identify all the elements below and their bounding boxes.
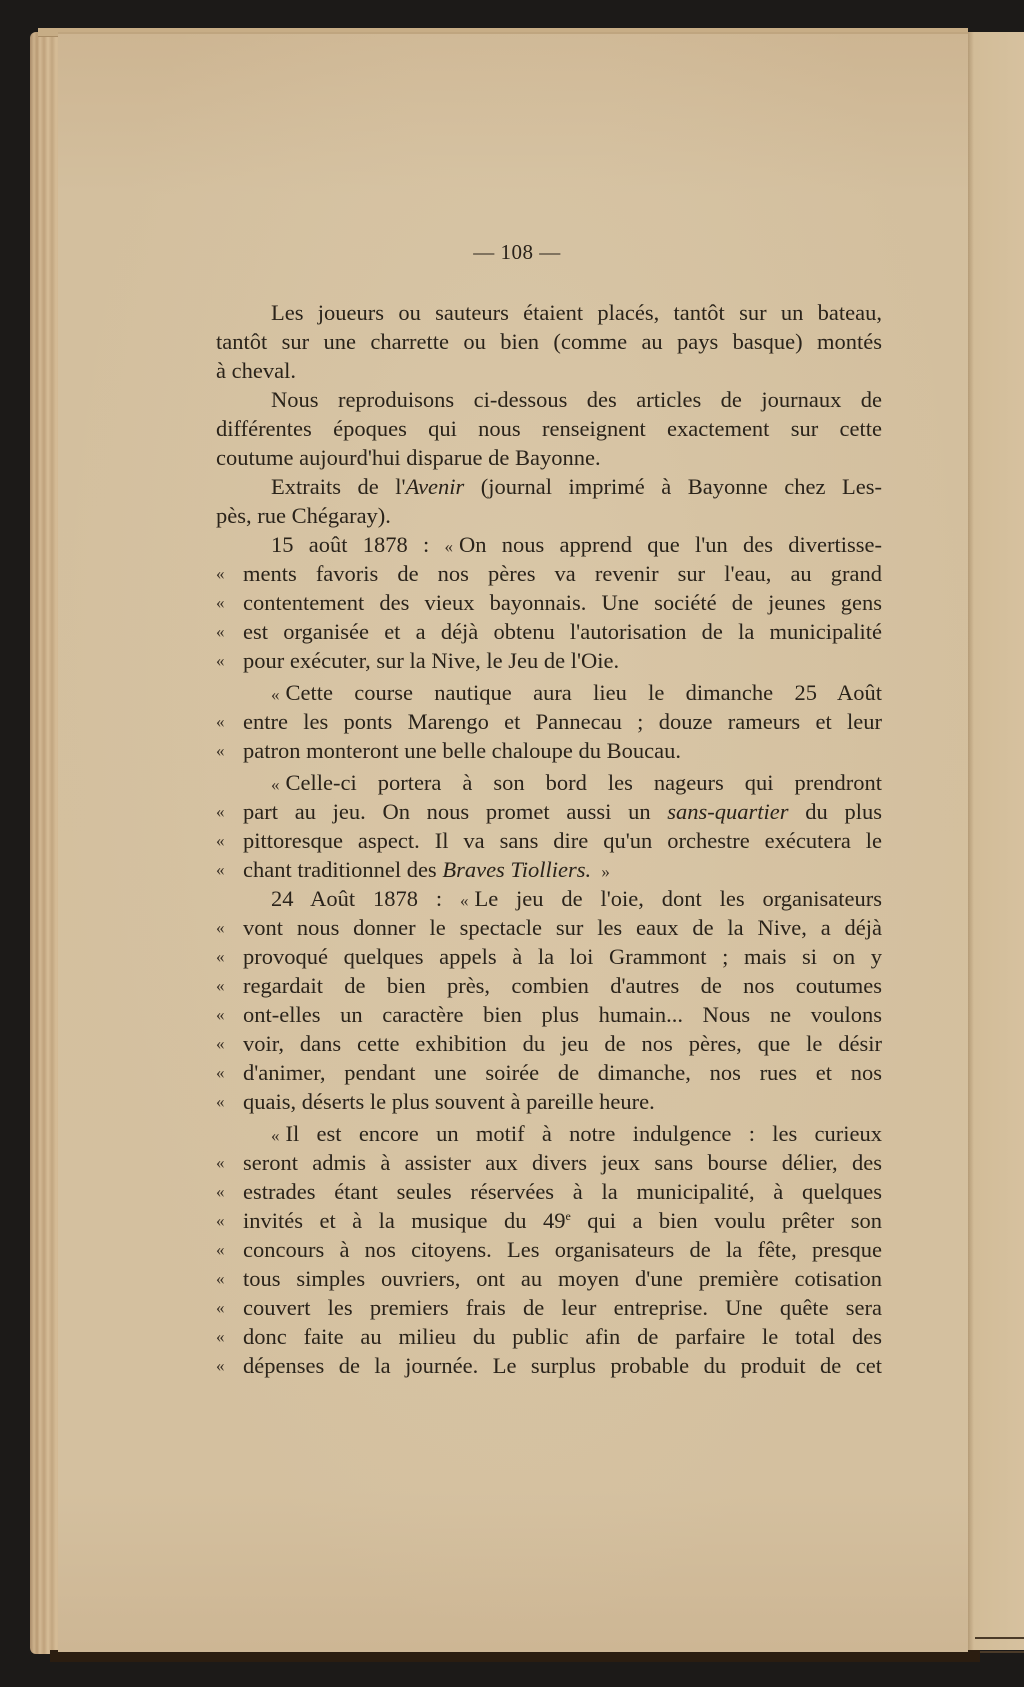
text-line bbox=[216, 1058, 882, 1087]
text-line bbox=[216, 617, 882, 646]
quote-mark: « bbox=[216, 712, 225, 731]
paragraph-4 bbox=[216, 530, 882, 675]
text-span: (journal imprimé à Bayonne chez Les- bbox=[464, 474, 882, 499]
paragraph-7 bbox=[216, 884, 882, 1116]
quote-mark: « bbox=[216, 1182, 225, 1201]
newspaper-title: Avenir bbox=[405, 474, 465, 499]
text-line bbox=[216, 1206, 882, 1235]
quote-mark: « bbox=[216, 1240, 225, 1259]
text-line bbox=[216, 1264, 882, 1293]
text-span: part au jeu. On nous promet aussi un bbox=[243, 799, 668, 824]
quote-mark: « bbox=[216, 1211, 225, 1230]
text-span: concours à nos citoyens. Les organisateurs de la fête, presque bbox=[243, 1237, 882, 1262]
text-line bbox=[216, 559, 882, 588]
text-span: provoqué quelques appels à la loi Grammont ; mais si on y bbox=[243, 944, 882, 969]
text-span: d'animer, pendant une soirée de dimanche, nos rues et nos bbox=[243, 1060, 882, 1085]
quote-mark: « bbox=[216, 860, 225, 879]
text-line: à cheval. bbox=[216, 358, 296, 383]
text-span: tous simples ouvriers, ont au moyen d'une première cotisation bbox=[243, 1266, 882, 1291]
quote-mark: « bbox=[216, 976, 225, 995]
quote-mark: « bbox=[216, 918, 225, 937]
text-line bbox=[216, 1148, 882, 1177]
quote-mark: « bbox=[216, 1356, 225, 1375]
italic-term: sans-quartier bbox=[667, 799, 789, 824]
paragraph-8 bbox=[216, 1119, 882, 1380]
text-span: du plus bbox=[788, 799, 882, 824]
text-line: Nous reproduisons ci-dessous des articles de journaux de bbox=[271, 387, 882, 412]
paragraph-3 bbox=[216, 472, 882, 530]
text-span: entre les ponts Marengo et Pannecau ; douze rameurs et leur bbox=[243, 709, 882, 734]
text-line bbox=[216, 1029, 882, 1058]
text-line: différentes époques qui nous renseignent exactement sur cette bbox=[216, 416, 882, 441]
quote-mark: « bbox=[216, 1153, 225, 1172]
quote-mark: « bbox=[216, 802, 225, 821]
text-span: pittoresque aspect. Il va sans dire qu'un orchestre exécutera le bbox=[243, 828, 882, 853]
text-line bbox=[216, 884, 882, 913]
text-span: On nous apprend que l'un des divertisse- bbox=[459, 532, 883, 557]
article-date: 15 août 1878 : bbox=[271, 532, 430, 557]
quote-mark: « bbox=[216, 1269, 225, 1288]
text-span: voir, dans cette exhibition du jeu de nos pères, que le désir bbox=[243, 1031, 882, 1056]
text-line bbox=[216, 736, 882, 765]
quote-mark: « bbox=[216, 1298, 225, 1317]
page-body-text bbox=[216, 298, 882, 1380]
paragraph-6 bbox=[216, 768, 882, 884]
text-line bbox=[216, 826, 882, 855]
text-line bbox=[216, 1293, 882, 1322]
text-span: Il est encore un motif à notre indulgence : les curieux bbox=[285, 1121, 882, 1146]
adjacent-page bbox=[968, 32, 1024, 1650]
text-line bbox=[216, 472, 882, 501]
text-span: Le jeu de l'oie, dont les organisateurs bbox=[474, 886, 883, 911]
text-line bbox=[216, 678, 882, 707]
quote-mark: « bbox=[216, 1063, 225, 1082]
text-line bbox=[216, 1235, 882, 1264]
text-line: coutume aujourd'hui disparue de Bayonne. bbox=[216, 445, 601, 470]
quote-mark: « bbox=[216, 741, 225, 760]
page-number: — 108 — bbox=[473, 240, 561, 264]
text-span: qui a bien voulu prêter son bbox=[570, 1208, 882, 1233]
text-span: pour exécuter, sur la Nive, le Jeu de l'Oie. bbox=[243, 648, 620, 673]
text-span: Cette course nautique aura lieu le dimanche 25 Août bbox=[285, 680, 882, 705]
text-span: Celle-ci portera à son bord les nageurs qui prendront bbox=[285, 770, 882, 795]
text-line bbox=[216, 1087, 882, 1116]
text-line bbox=[216, 646, 882, 675]
quote-mark: « bbox=[216, 1034, 225, 1053]
text-line bbox=[216, 707, 882, 736]
text-line bbox=[216, 530, 882, 559]
text-span: donc faite au milieu du public afin de parfaire le total des bbox=[243, 1324, 882, 1349]
text-span: estrades étant seules réservées à la municipalité, à quelques bbox=[243, 1179, 882, 1204]
text-line bbox=[216, 913, 882, 942]
text-line bbox=[216, 1000, 882, 1029]
article-date: 24 Août 1878 : bbox=[271, 886, 443, 911]
text-span: invités et à la musique du 49 bbox=[243, 1208, 566, 1233]
text-line: Les joueurs ou sauteurs étaient placés, tantôt sur un bateau, bbox=[271, 300, 882, 325]
text-line bbox=[216, 1322, 882, 1351]
text-line bbox=[216, 971, 882, 1000]
text-span: regardait de bien près, combien d'autres de nos coutumes bbox=[243, 973, 882, 998]
text-span: chant traditionnel des bbox=[243, 857, 443, 882]
text-line bbox=[216, 768, 882, 797]
text-span: dépenses de la journée. Le surplus probable du produit de cet bbox=[243, 1353, 882, 1378]
quote-mark: « bbox=[459, 891, 469, 910]
text-line bbox=[216, 1177, 882, 1206]
text-line bbox=[216, 1351, 882, 1380]
text-span: couvert les premiers frais de leur entreprise. Une quête sera bbox=[243, 1295, 882, 1320]
ordinal-superscript: e bbox=[565, 1209, 571, 1223]
quote-mark: « bbox=[271, 1126, 280, 1145]
text-line bbox=[216, 942, 882, 971]
song-title: Braves Tiolliers. bbox=[442, 857, 592, 882]
quote-mark: « bbox=[444, 537, 454, 556]
text-span: est organisée et a déjà obtenu l'autorisation de la municipalité bbox=[243, 619, 882, 644]
text-span: Extraits de l' bbox=[271, 474, 406, 499]
text-line: pès, rue Chégaray). bbox=[216, 503, 391, 528]
paragraph-1 bbox=[216, 298, 882, 385]
text-span: seront admis à assister aux divers jeux sans bourse délier, des bbox=[243, 1150, 882, 1175]
quote-mark: « bbox=[271, 685, 280, 704]
paragraph-5 bbox=[216, 678, 882, 765]
text-span: contentement des vieux bayonnais. Une société de jeunes gens bbox=[243, 590, 882, 615]
quote-mark: « bbox=[216, 651, 225, 670]
quote-mark: « bbox=[216, 564, 225, 583]
text-line bbox=[216, 1119, 882, 1148]
quote-mark: « bbox=[216, 593, 225, 612]
quote-mark-close: » bbox=[597, 862, 610, 881]
quote-mark: « bbox=[216, 1005, 225, 1024]
quote-mark: « bbox=[216, 1327, 225, 1346]
paragraph-2 bbox=[216, 385, 882, 472]
text-span: ont-elles un caractère bien plus humain... Nous ne voulons bbox=[243, 1002, 882, 1027]
quote-mark: « bbox=[271, 775, 280, 794]
text-line bbox=[216, 588, 882, 617]
adjacent-page-edge-lines bbox=[975, 1637, 1024, 1653]
text-span: quais, déserts le plus souvent à pareille heure. bbox=[243, 1089, 655, 1114]
quote-mark: « bbox=[216, 947, 225, 966]
text-line bbox=[216, 855, 882, 884]
quote-mark: « bbox=[216, 622, 225, 641]
text-span: ments favoris de nos pères va revenir sur l'eau, au grand bbox=[243, 561, 882, 586]
quote-mark: « bbox=[216, 1092, 225, 1111]
text-line: tantôt sur une charrette ou bien (comme au pays basque) montés bbox=[216, 329, 882, 354]
text-span: patron monteront une belle chaloupe du Boucau. bbox=[243, 738, 681, 763]
page-stack-edges bbox=[30, 32, 60, 1654]
text-span: vont nous donner le spectacle sur les eaux de la Nive, a déjà bbox=[243, 915, 882, 940]
text-line bbox=[216, 797, 882, 826]
quote-mark: « bbox=[216, 831, 225, 850]
